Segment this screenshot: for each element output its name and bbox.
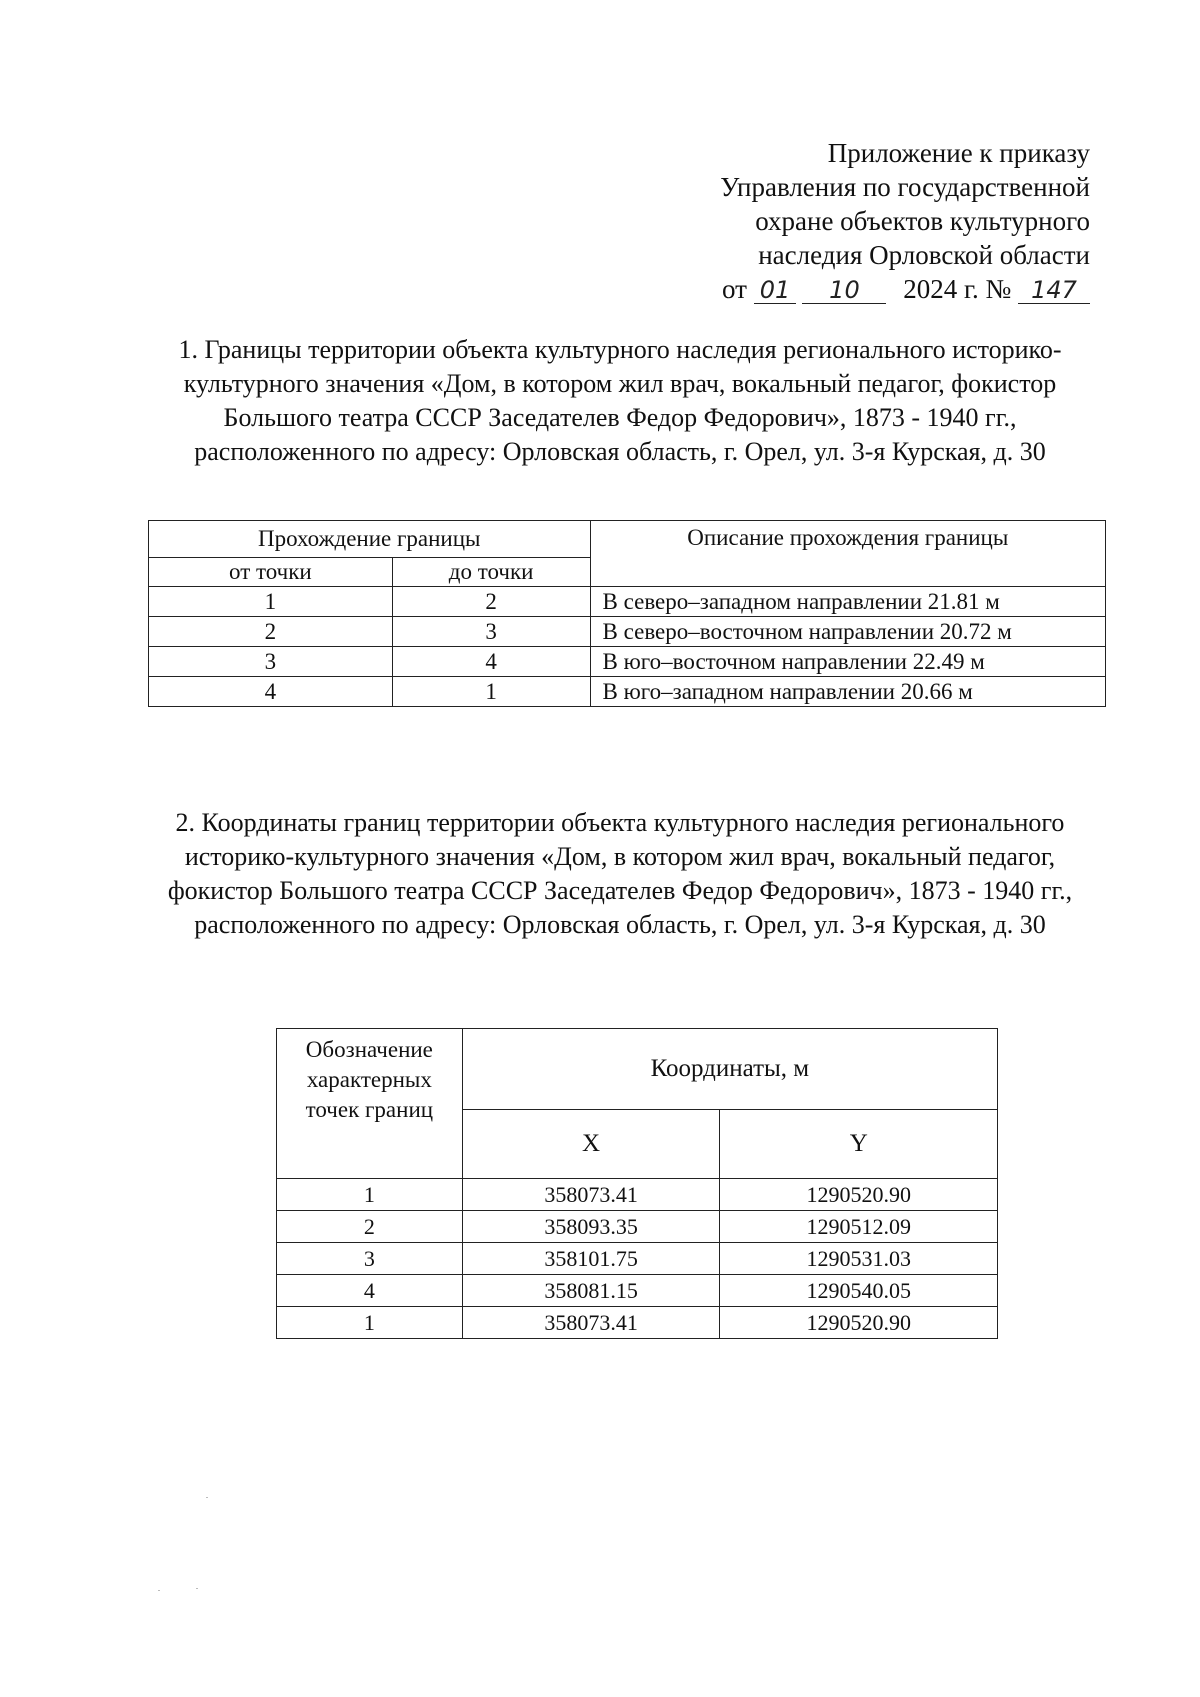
scan-speck [206, 1497, 208, 1498]
y-coordinate-cell: 1290531.03 [720, 1243, 998, 1275]
x-axis-header: X [462, 1110, 720, 1179]
y-coordinate-cell: 1290520.90 [720, 1307, 998, 1339]
from-point-cell: 2 [149, 617, 393, 647]
coordinates-header: Координаты, м [462, 1029, 997, 1110]
point-cell: 3 [277, 1243, 463, 1275]
table-row [277, 1307, 998, 1339]
boundary-coordinates-table [276, 1028, 998, 1339]
date-prefix: от [722, 274, 747, 304]
x-coordinate-cell: 358081.15 [462, 1275, 720, 1307]
appendix-line-3: охране объектов культурного [755, 206, 1090, 236]
order-date-line [720, 272, 1090, 306]
appendix-line-2: Управления по государственной [720, 172, 1090, 202]
to-point-cell: 1 [392, 677, 590, 707]
section-2-heading: 2. Координаты границ территории объекта культурного наследия регионального историко-культурного значения «Дом, в котором жил врач, вокальный педагог, фокистор Большого театра СССР Заседателев Федор Федорович», 1873 - 1940 гг., расположенного по адресу: Орловская область, г. Орел, ул. 3-я Курская, д. 30 [167, 808, 1073, 939]
handwritten-month: 10 [802, 277, 886, 304]
y-coordinate-cell: 1290520.90 [720, 1179, 998, 1211]
x-coordinate-cell: 358093.35 [462, 1211, 720, 1243]
table-row [149, 647, 1106, 677]
description-cell: В юго–западном направлении 20.66 м [590, 677, 1105, 707]
point-cell: 1 [277, 1307, 463, 1339]
table-row [149, 677, 1106, 707]
scan-speck [196, 1588, 198, 1589]
to-point-cell: 3 [392, 617, 590, 647]
point-designation-header: Обозначение характерных точек границ [277, 1029, 463, 1179]
from-point-cell: 3 [149, 647, 393, 677]
to-point-cell: 4 [392, 647, 590, 677]
boundary-description-header: Описание прохождения границы [590, 521, 1105, 587]
appendix-header [720, 136, 1090, 306]
table-row [277, 1179, 998, 1211]
table-row [277, 1211, 998, 1243]
x-coordinate-cell: 358073.41 [462, 1179, 720, 1211]
appendix-line-4: наследия Орловской области [758, 240, 1090, 270]
order-year: 2024 г. № [903, 274, 1012, 304]
table-row [277, 1275, 998, 1307]
from-point-cell: 4 [149, 677, 393, 707]
boundary-description-table [148, 520, 1106, 707]
point-cell: 1 [277, 1179, 463, 1211]
handwritten-order-number: 147 [1018, 277, 1090, 304]
x-coordinate-cell: 358101.75 [462, 1243, 720, 1275]
description-cell: В северо–восточном направлении 20.72 м [590, 617, 1105, 647]
table-row [277, 1243, 998, 1275]
handwritten-day: 01 [754, 277, 796, 304]
appendix-line-1: Приложение к приказу [827, 138, 1090, 168]
section-1-heading: 1. Границы территории объекта культурного наследия регионального историко-культурного значения «Дом, в котором жил врач, вокальный педагог, фокистор Большого театра СССР Заседателев Федор Федорович», 1873 - 1940 гг., расположенного по адресу: Орловская область, г. Орел, ул. 3-я Курская, д. 30 [178, 335, 1062, 466]
table-row [149, 617, 1106, 647]
point-cell: 2 [277, 1211, 463, 1243]
description-cell: В юго–восточном направлении 22.49 м [590, 647, 1105, 677]
y-coordinate-cell: 1290512.09 [720, 1211, 998, 1243]
to-point-cell: 2 [392, 587, 590, 617]
description-cell: В северо–западном направлении 21.81 м [590, 587, 1105, 617]
x-coordinate-cell: 358073.41 [462, 1307, 720, 1339]
from-point-header: от точки [149, 558, 393, 587]
y-coordinate-cell: 1290540.05 [720, 1275, 998, 1307]
boundary-passage-header: Прохождение границы [149, 521, 591, 558]
table-row [149, 587, 1106, 617]
from-point-cell: 1 [149, 587, 393, 617]
scan-speck [158, 1590, 160, 1591]
to-point-header: до точки [392, 558, 590, 587]
point-cell: 4 [277, 1275, 463, 1307]
y-axis-header: Y [720, 1110, 998, 1179]
